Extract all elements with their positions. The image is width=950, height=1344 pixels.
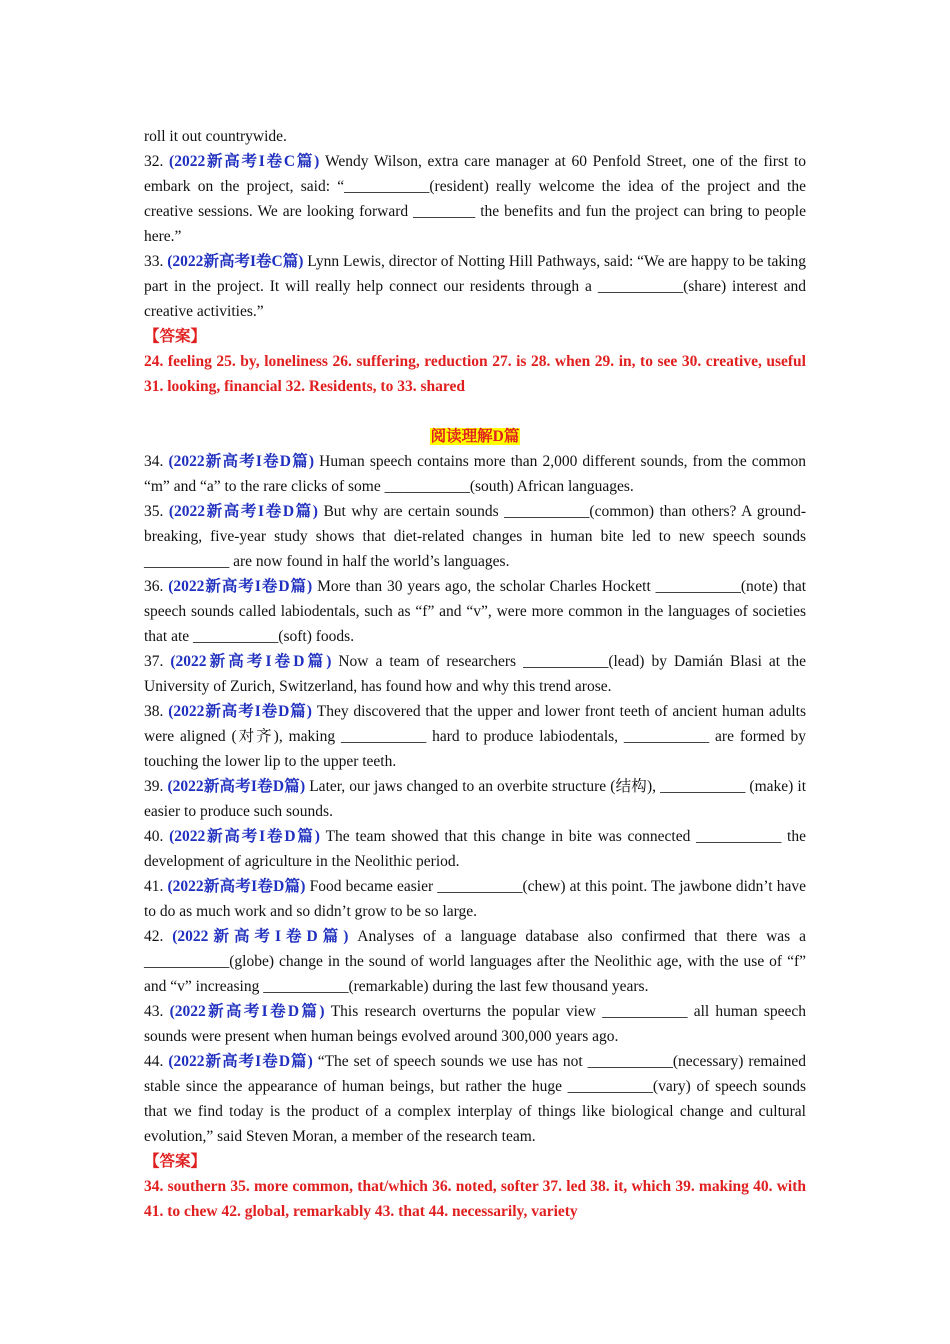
question-item [144, 1049, 806, 1149]
question-number: 41. [144, 878, 164, 895]
question-item [144, 249, 806, 324]
question-text: Lynn Lewis, director of Notting Hill Pathways, said: “We are happy to be taking part in the project. It will really help connect our residents through a ___________(share) interest and creative activities.” [144, 253, 806, 320]
answer-label-d: 【答案】 [144, 1153, 207, 1170]
question-number: 43. [144, 1003, 164, 1020]
question-item [144, 499, 806, 574]
question-text: Analyses of a language database also confirmed that there was a ___________(globe) change in the sound of world languages after the Neolithic age, with the use of “f” and “v” increasing ___________(remarkable) during the last few thousand years. [144, 928, 806, 995]
question-number: 37. [144, 653, 164, 670]
question-text: The team showed that this change in bite was connected ___________ the development of agriculture in the Neolithic period. [144, 828, 806, 870]
question-source: (2022新高考I卷D篇) [167, 878, 306, 895]
section-d-heading [144, 424, 806, 449]
question-item [144, 774, 806, 824]
question-number: 44. [144, 1053, 164, 1070]
section-d-title: 阅读理解D篇 [430, 428, 520, 445]
question-item [144, 649, 806, 699]
question-item [144, 874, 806, 924]
question-text: More than 30 years ago, the scholar Charles Hockett ___________(note) that speech sounds called labiodentals, such as “f” and “v”, were more common in the languages of societies that ate ___________(soft) foods. [144, 578, 807, 645]
question-source: (2022新高考I卷D篇) [168, 703, 312, 720]
question-source: (2022新高考I卷D篇) [167, 778, 306, 795]
question-source: (2022新高考I卷C篇) [167, 253, 304, 270]
question-item [144, 149, 806, 249]
question-source: (2022新高考I卷C篇) [169, 153, 320, 170]
answer-text-c: 24. feeling 25. by, loneliness 26. suffering, reduction 27. is 28. when 29. in, to see 30. creative, useful 31. looking, financial 32. Residents, to 33. shared [144, 353, 806, 395]
question-number: 32. [144, 153, 164, 170]
question-number: 36. [144, 578, 164, 595]
question-item [144, 449, 806, 499]
question-number: 39. [144, 778, 164, 795]
question-text: Now a team of researchers ___________(lead) by Damián Blasi at the University of Zurich, Switzerland, has found how and why this trend arose. [144, 653, 806, 695]
question-item [144, 924, 806, 999]
question-text: But why are certain sounds ___________(common) than others? A ground-breaking, five-year study shows that diet-related changes in human bite led to new speech sounds ___________ are now found in half the world’s languages. [144, 503, 806, 570]
question-number: 42. [144, 928, 164, 945]
question-source: (2022新高考I卷D篇) [172, 928, 349, 945]
question-source: (2022新高考I卷D篇) [168, 453, 315, 470]
question-text: They discovered that the upper and lower front teeth of ancient human adults were aligned (对齐), making ___________ hard to produce labiodentals, ___________ are formed by touching the lower lip to the upper teeth. [144, 703, 806, 770]
question-item [144, 699, 806, 774]
question-number: 34. [144, 453, 164, 470]
question-text: Food became easier ___________(chew) at this point. The jawbone didn’t have to do as much work and so didn’t grow to be so large. [144, 878, 806, 920]
question-number: 33. [144, 253, 164, 270]
question-source: (2022新高考I卷D篇) [169, 828, 320, 845]
question-text: Wendy Wilson, extra care manager at 60 Penfold Street, one of the first to embark on the project, said: “___________(resident) really welcome the idea of the project and the creative sessions. We are looking forward ________ the benefits and fun the project can bring to people here.” [144, 153, 806, 245]
document-page [144, 124, 806, 1224]
question-source: (2022新高考I卷D篇) [168, 578, 313, 595]
section-c-questions [144, 149, 806, 324]
question-source: (2022新高考I卷D篇) [169, 1003, 325, 1020]
section-d-questions [144, 449, 806, 1149]
question-item [144, 824, 806, 874]
question-source: (2022新高考I卷D篇) [168, 1053, 313, 1070]
question-source: (2022新高考I卷D篇) [168, 503, 318, 520]
question-number: 35. [144, 503, 164, 520]
question-source: (2022新高考I卷D篇) [170, 653, 332, 670]
lead-line: roll it out countrywide. [144, 128, 287, 145]
question-item [144, 999, 806, 1049]
question-text: “The set of speech sounds we use has not ___________(necessary) remained stable since the appearance of human beings, but rather the huge ___________(vary) of speech sounds that we find today is the product of a complex interplay of things like biological change and cultural evolution,” said Steven Moran, a member of the research team. [144, 1053, 806, 1145]
question-text: This research overturns the popular view ___________ all human speech sounds were present when human beings evolved around 300,000 years ago. [144, 1003, 806, 1045]
answer-label-c: 【答案】 [144, 328, 207, 345]
question-number: 38. [144, 703, 164, 720]
question-item [144, 574, 806, 649]
question-text: Later, our jaws changed to an overbite structure (结构), ___________ (make) it easier to produce such sounds. [144, 778, 806, 820]
question-text: Human speech contains more than 2,000 different sounds, from the common “m” and “a” to the rare clicks of some ___________(south) African languages. [144, 453, 807, 495]
question-number: 40. [144, 828, 164, 845]
answer-text-d: 34. southern 35. more common, that/which 36. noted, softer 37. led 38. it, which 39. making 40. with 41. to chew 42. global, remarkably 43. that 44. necessarily, variety [144, 1178, 806, 1220]
